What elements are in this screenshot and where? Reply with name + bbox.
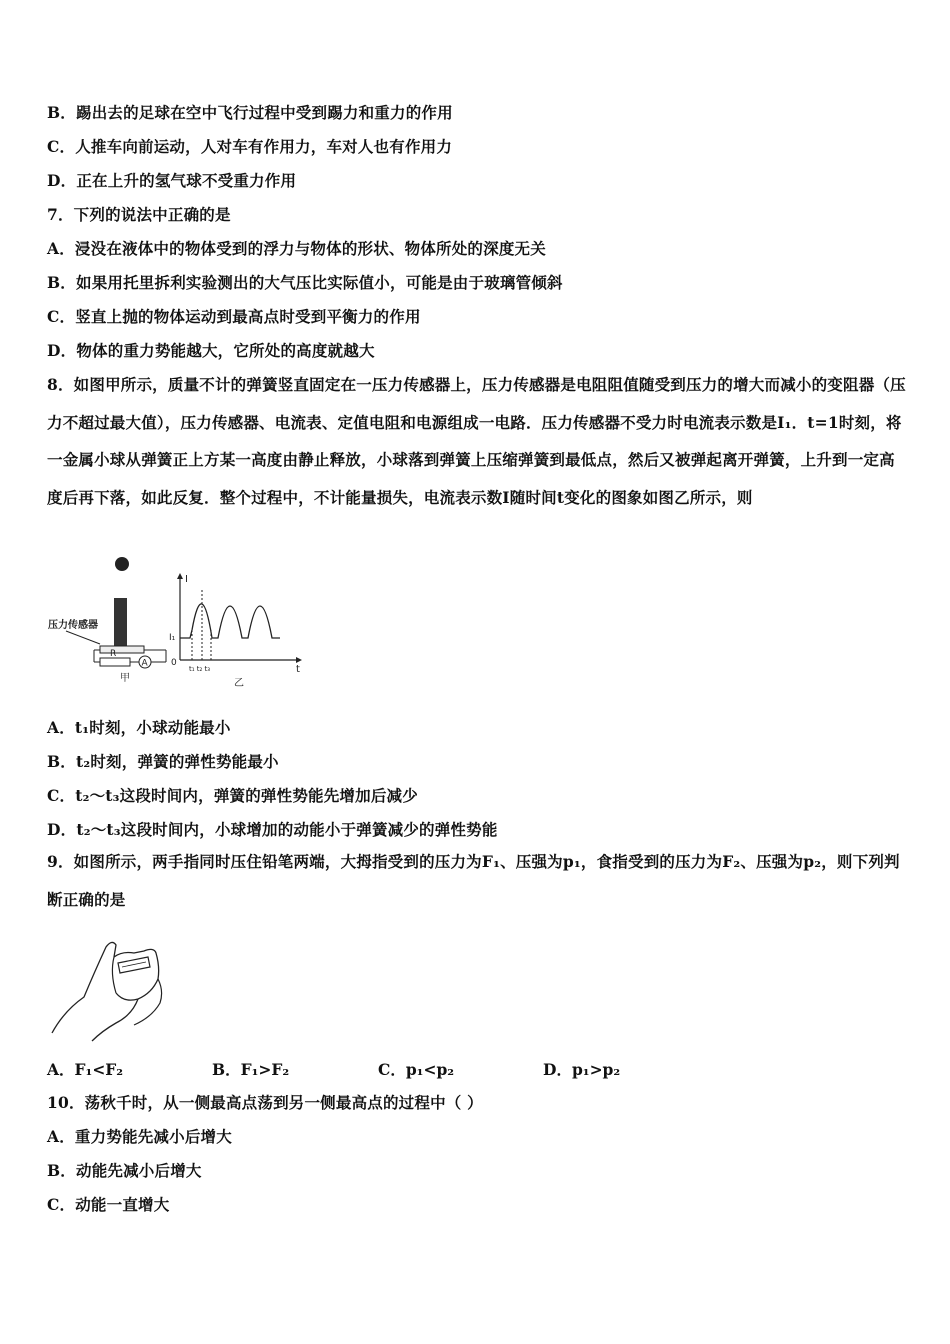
caption-jia: 甲 xyxy=(120,673,130,684)
q9-option-a: A．F₁<F₂ xyxy=(47,1060,124,1079)
q8-stem: 8．如图甲所示，质量不计的弹簧竖直固定在一压力传感器上，压力传感器是电阻阻值随受到压力的增大而减小的变阻器（压力不超过最大值），压力传感器、电流表、定值电阻和电源组成一电路．压力传感器不受力时电流表示数是I₁．t=1时刻，将一金属小球从弹簧正上方某一高度由静止释放，小球落到弹簧上压缩弹簧到最低点，然后又被弹起离开弹簧，上升到一定高度后再下落，如此反复．整个过程中，不计能量损失，电流表示数I随时间t变化的图象如图乙所示，则 xyxy=(47,375,906,507)
q10-option-a: A．重力势能先减小后增大 xyxy=(47,1127,232,1146)
q6-option-b: B．踢出去的足球在空中飞行过程中受到踢力和重力的作用 xyxy=(47,103,453,122)
spring xyxy=(114,598,127,646)
q8-option-a: A．t₁时刻，小球动能最小 xyxy=(47,718,231,737)
t-ticks: t₁ t₂ t₃ xyxy=(189,665,211,673)
q10-stem: 10．荡秋千时，从一侧最高点荡到另一侧最高点的过程中（ ） xyxy=(47,1093,483,1112)
q9-option-d: D．p₁>p₂ xyxy=(543,1060,621,1079)
q8-figure-yi xyxy=(168,568,308,690)
q6-option-d: D．正在上升的氢气球不受重力作用 xyxy=(47,171,297,190)
q6-option-c: C．人推车向前运动，人对车有作用力，车对人也有作用力 xyxy=(47,137,453,156)
q10-option-c: C．动能一直增大 xyxy=(47,1195,170,1214)
q8-figure-jia xyxy=(44,552,174,687)
svg-text:A: A xyxy=(141,658,148,669)
pencil xyxy=(118,957,150,973)
q9-figure-hand-pencil xyxy=(44,933,172,1043)
q7-option-b: B．如果用托里拆利实验测出的大气压比实际值小，可能是由于玻璃管倾斜 xyxy=(47,273,563,292)
y-axis-label: I xyxy=(185,574,188,585)
caption-yi: 乙 xyxy=(234,678,244,689)
i1-label: I₁ xyxy=(169,633,176,643)
q7-option-d: D．物体的重力势能越大，它所处的高度就越大 xyxy=(47,341,375,360)
sensor-label: 压力传感器 xyxy=(48,620,98,631)
resistor xyxy=(100,658,130,666)
q8-option-b: B．t₂时刻，弹簧的弹性势能最小 xyxy=(47,752,279,771)
svg-text:R: R xyxy=(110,649,117,659)
q7-option-c: C．竖直上抛的物体运动到最高点时受到平衡力的作用 xyxy=(47,307,421,326)
current-curve xyxy=(180,604,280,638)
q9-stem: 9．如图所示，两手指同时压住铅笔两端，大拇指受到的压力为F₁、压强为p₁，食指受到的压力为F₂、压强为p₂，则下列判断正确的是 xyxy=(47,852,900,909)
q8-option-d: D．t₂～t₃这段时间内，小球增加的动能小于弹簧减少的弹性势能 xyxy=(47,820,498,839)
q7-option-a: A．浸没在液体中的物体受到的浮力与物体的形状、物体所处的深度无关 xyxy=(47,239,546,258)
q9-option-c: C．p₁<p₂ xyxy=(378,1060,455,1079)
pressure-sensor xyxy=(100,646,144,653)
x-axis-label: t xyxy=(296,664,300,675)
q10-option-b: B．动能先减小后增大 xyxy=(47,1161,202,1180)
metal-ball xyxy=(115,557,129,571)
q8-option-c: C．t₂～t₃这段时间内，弹簧的弹性势能先增加后减少 xyxy=(47,786,418,805)
q7-stem: 7．下列的说法中正确的是 xyxy=(47,205,231,224)
origin-label: 0 xyxy=(171,658,177,668)
q9-option-b: B．F₁>F₂ xyxy=(212,1060,290,1079)
